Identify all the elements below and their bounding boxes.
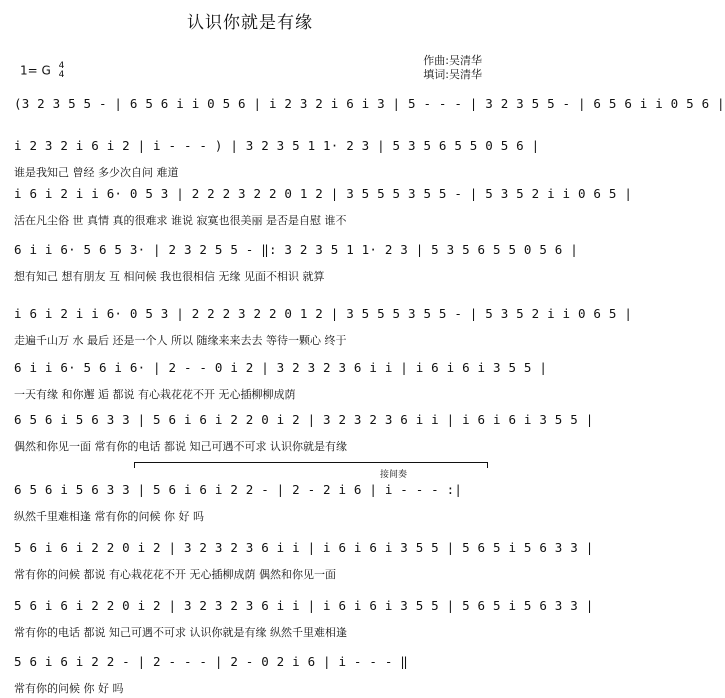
notation-line: i 2 3 2 i 6 i 2 | i - - - ) | 3 2 3 5 1 1· 2 3 | 5 3 5 6 5 5 0 5 6 | bbox=[14, 138, 540, 153]
lyric-line: 常有你的问候 你 好 吗 bbox=[14, 682, 124, 695]
lyric-line: 走遍千山万 水 最后 还是一个人 所以 随缘来来去去 等待一颗心 终于 bbox=[14, 334, 347, 347]
notation-line: 6 5 6 i 5 6 3 3 | 5 6 i 6 i 2 2 0 i 2 | 3 2 3 2 3 6 i i | i 6 i 6 i 3 5 5 | bbox=[14, 412, 594, 427]
notation-line: 6 i i 6· 5 6 5 3· | 2 3 2 5 5 - ‖: 3 2 3 5 1 1· 2 3 | 5 3 5 6 5 5 0 5 6 | bbox=[14, 242, 578, 257]
lyric-line: 谁是我知己 曾经 多少次自问 难道 bbox=[14, 166, 179, 179]
meter-bottom: 4 bbox=[58, 70, 65, 80]
lyric-line: 活在凡尘俗 世 真情 真的很难求 谁说 寂寞也很美丽 是否是自慰 谁不 bbox=[14, 214, 347, 227]
notation-line: i 6 i 2 i i 6· 0 5 3 | 2 2 2 3 2 2 0 1 2 | 3 5 5 5 3 5 5 - | 5 3 5 2 i i 0 6 5 | bbox=[14, 186, 633, 201]
composer-credit: 作曲:吴清华 bbox=[423, 54, 482, 67]
key-signature bbox=[20, 62, 64, 80]
lyric-line: 纵然千里难相逢 常有你的问候 你 好 吗 bbox=[14, 510, 204, 523]
notation-line: 5 6 i 6 i 2 2 0 i 2 | 3 2 3 2 3 6 i i | i 6 i 6 i 3 5 5 | 5 6 5 i 5 6 3 3 | bbox=[14, 540, 594, 555]
notation-line: 5 6 i 6 i 2 2 - | 2 - - - | 2 - 0 2 i 6 | i - - - ‖ bbox=[14, 654, 409, 669]
meter-top: 4 bbox=[58, 61, 65, 71]
lyric-line bbox=[14, 122, 490, 136]
lyric-line: 常有你的问候 都说 有心栽花花不开 无心插柳成荫 偶然和你见一面 bbox=[14, 568, 336, 581]
credits bbox=[423, 54, 482, 82]
lyricist-credit: 填词:吴清华 bbox=[423, 68, 482, 81]
lyric-line: 常有你的电话 都说 知己可遇不可求 认识你就是有缘 纵然千里难相逢 bbox=[14, 626, 347, 639]
notation-line: i 6 i 2 i i 6· 0 5 3 | 2 2 2 3 2 2 0 1 2 | 3 5 5 5 3 5 5 - | 5 3 5 2 i i 0 6 5 | bbox=[14, 306, 633, 321]
song-title: 认识你就是有缘 bbox=[187, 13, 313, 33]
notation-line: 6 i i 6· 5 6 i 6· | 2 - - 0 i 2 | 3 2 3 2 3 6 i i | i 6 i 6 i 3 5 5 | bbox=[14, 360, 548, 375]
lyric-line: 一天有缘 和你邂 逅 都说 有心栽花花不开 无心插柳柳成荫 bbox=[14, 388, 296, 401]
time-signature bbox=[59, 62, 65, 80]
lyric-line: 偶然和你见一面 常有你的电话 都说 知己可遇不可求 认识你就是有缘 bbox=[14, 440, 347, 453]
notation-line: 6 5 6 i 5 6 3 3 | 5 6 i 6 i 2 2 - | 2 - 2 i 6 | i - - - :| bbox=[14, 482, 463, 497]
key-label: 1= G bbox=[20, 63, 51, 78]
notation-line: 5 6 i 6 i 2 2 0 i 2 | 3 2 3 2 3 6 i i | i 6 i 6 i 3 5 5 | 5 6 5 i 5 6 3 3 | bbox=[14, 598, 594, 613]
lyric-line: 想有知己 想有朋友 互 相问候 我也很相信 无缘 见面不相识 就算 bbox=[14, 270, 325, 283]
interlude-label: 接间奏 bbox=[380, 470, 408, 480]
notation-line: (3 2 3 5 5 - | 6 5 6 i i 0 5 6 | i 2 3 2 i 6 i 3 | 5 - - - | 3 2 3 5 5 - | 6 5 6 i i 0 5 6 | bbox=[14, 96, 725, 111]
repeat-bracket bbox=[134, 462, 488, 468]
